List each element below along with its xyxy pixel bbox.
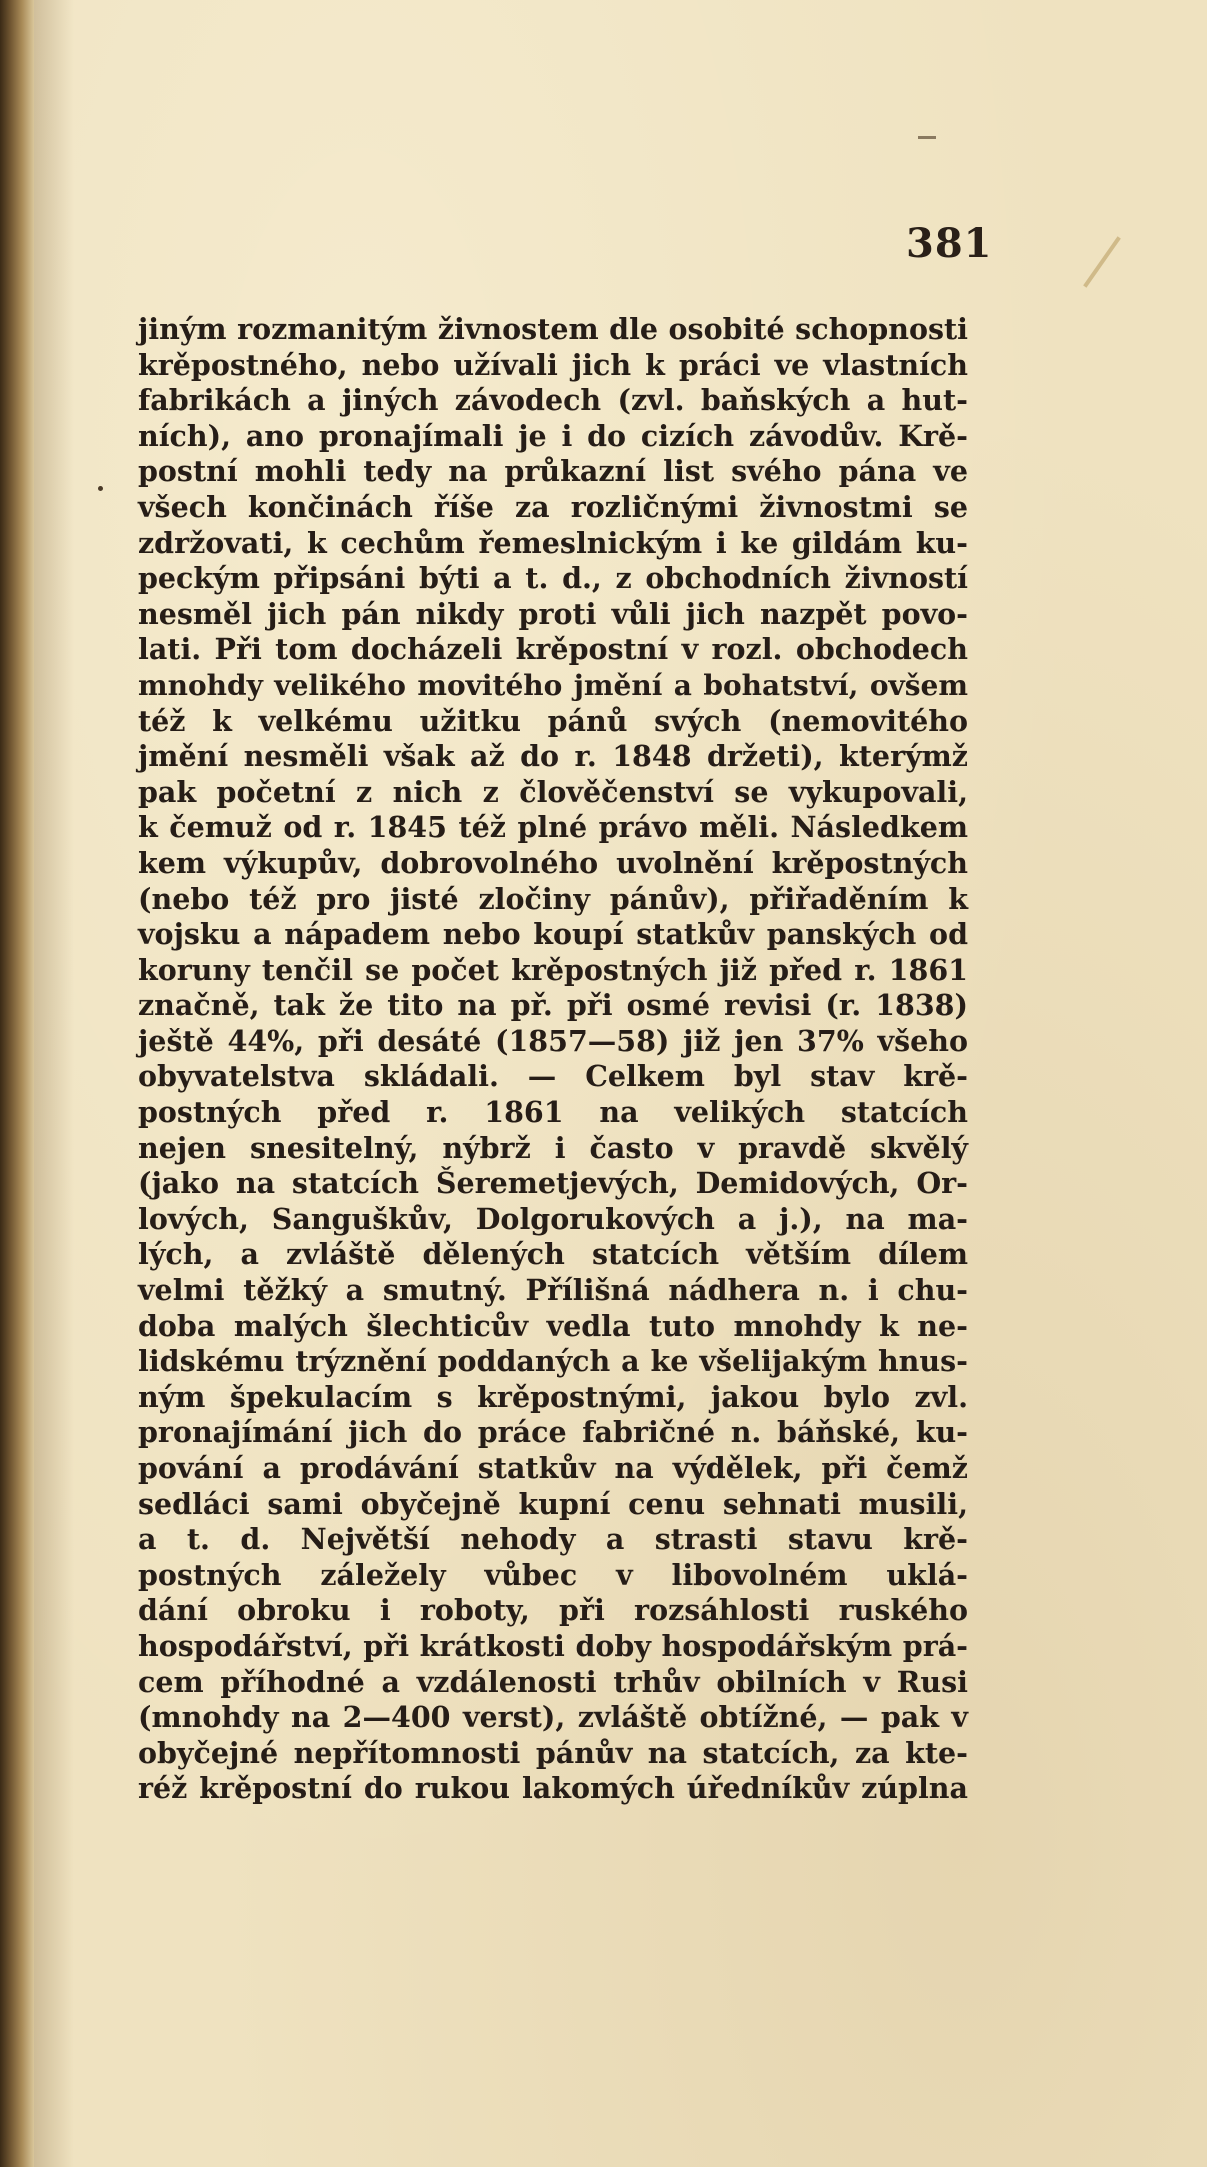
text-line: postní mohli tedy na průkazní list svého pána ve [138, 454, 968, 489]
text-line: (nebo též pro jisté zločiny pánův), přiřaděním k [138, 881, 968, 916]
text-line: značně, tak že tito na př. při osmé revisi (r. 1838) [138, 988, 968, 1023]
text-line: (mnohdy na 2—400 verst), zvláště obtížné, — pak v [138, 1700, 968, 1735]
book-binding [0, 0, 34, 2167]
text-line: doba malých šlechticův vedla tuto mnohdy k ne- [138, 1308, 968, 1343]
text-line: ještě 44%, při desáté (1857—58) již jen 37% všeho [138, 1023, 968, 1058]
text-line: jmění nesměli však až do r. 1848 držeti), kterýmž [138, 739, 968, 774]
text-line: k čemuž od r. 1845 též plné právo měli. Následkem [138, 810, 968, 845]
paper-mark [1083, 236, 1121, 287]
text-line: kem výkupův, dobrovolného uvolnění krěpostných [138, 845, 968, 880]
text-line: všech končinách říše za rozličnými živnostmi se [138, 489, 968, 524]
text-line: nejen snesitelný, nýbrž i často v pravdě skvělý [138, 1130, 968, 1165]
printer-mark [918, 136, 936, 139]
text-line: hospodářství, při krátkosti doby hospodářským prá- [138, 1628, 968, 1663]
text-line: (jako na statcích Šeremetjevých, Demidových, Or- [138, 1166, 968, 1201]
text-line: pronajímání jich do práce fabričné n. báňské, ku- [138, 1415, 968, 1450]
text-line: obyvatelstva skládali. — Celkem byl stav krě- [138, 1059, 968, 1094]
text-line: jiným rozmanitým živnostem dle osobité schopnosti [138, 312, 968, 346]
text-line: obyčejné nepřítomnosti pánův na statcích, za kte- [138, 1735, 968, 1770]
text-line: též k velkému užitku pánů svých (nemovitého [138, 703, 968, 738]
text-line: ným špekulacím s krěpostnými, jakou bylo zvl. [138, 1379, 968, 1414]
text-line: pak početní z nich z člověčenství se vykupovali, [138, 774, 968, 809]
text-line: lati. Při tom docházeli krěpostní v rozl. obchodech [138, 632, 968, 667]
page-number: 381 [906, 220, 993, 267]
text-line: lových, Sanguškův, Dolgorukových a j.), na ma- [138, 1201, 968, 1236]
text-line: velmi těžký a smutný. Přílišná nádhera n. i chu- [138, 1273, 968, 1308]
text-line: vojsku a nápadem nebo koupí statkův panských od [138, 917, 968, 952]
text-line: postných záležely vůbec v libovolném uklá- [138, 1557, 968, 1592]
text-line: nesměl jich pán nikdy proti vůli jich nazpět povo- [138, 596, 968, 631]
text-line: sedláci sami obyčejně kupní cenu sehnati musili, [138, 1486, 968, 1521]
text-line: lých, a zvláště dělených statcích větším dílem [138, 1237, 968, 1272]
text-line: dání obroku i roboty, při rozsáhlosti ruského [138, 1593, 968, 1628]
margin-dot [98, 486, 103, 491]
text-line: zdržovati, k cechům řemeslnickým i ke gildám ku- [138, 525, 968, 560]
text-line: koruny tenčil se počet krěpostných již před r. 1861 [138, 952, 968, 987]
text-line: krěpostného, nebo užívali jich k práci ve vlastních [138, 347, 968, 382]
text-line: ních), ano pronajímali je i do cizích závodův. Krě- [138, 418, 968, 453]
text-line: fabrikách a jiných závodech (zvl. baňských a hut- [138, 383, 968, 418]
binding-shadow [34, 0, 74, 2167]
text-line: postných před r. 1861 na velikých statcích [138, 1095, 968, 1130]
text-line: peckým připsáni býti a t. d., z obchodních živností [138, 561, 968, 596]
text-line: réž krěpostní do rukou lakomých úředníkův zúplna [138, 1771, 968, 1806]
body-text [138, 312, 968, 1807]
text-line: mnohdy velikého movitého jmění a bohatství, ovšem [138, 668, 968, 702]
text-line: cem příhodné a vzdálenosti trhův obilních v Rusi [138, 1664, 968, 1699]
text-line: lidskému trýznění poddaných a ke všelijakým hnus- [138, 1344, 968, 1379]
text-line: pování a prodávání statkův na výdělek, při čemž [138, 1451, 968, 1485]
text-line: a t. d. Největší nehody a strasti stavu krě- [138, 1522, 968, 1557]
